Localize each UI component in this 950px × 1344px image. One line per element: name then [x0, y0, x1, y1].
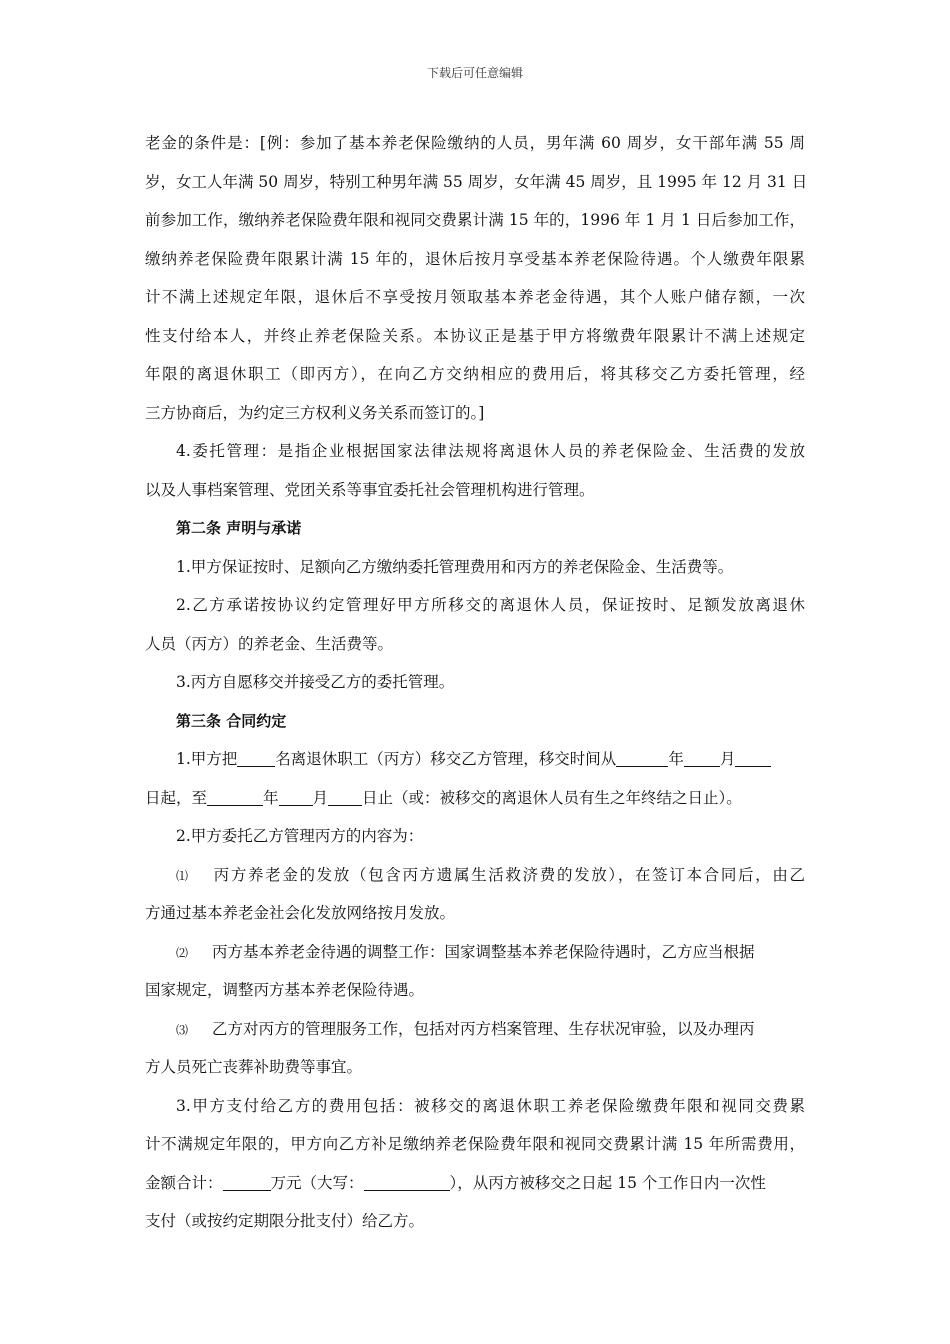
fill-in-blank[interactable] — [616, 748, 668, 767]
paragraph-line: 计不满规定年限的，甲方向乙方补足缴纳养老保险费年限和视同交费累计满 15 年所需费用， — [145, 1135, 805, 1153]
text-run: 月 — [719, 750, 736, 768]
text-run: 年 — [668, 750, 684, 768]
text-run: 日止（或：被移交的离退休人员有生之年终结之日止）。 — [362, 788, 742, 807]
paragraph-line: 3.甲方支付给乙方的费用包括：被移交的离退休职工养老保险缴费年限和视同交费累 — [176, 1096, 805, 1115]
fill-in-blank[interactable] — [237, 748, 275, 767]
text-run: 日起，至 — [145, 788, 208, 807]
paragraph-line — [145, 740, 805, 779]
section-heading: 第二条 声明与承诺 — [176, 519, 302, 537]
paragraph-line: 前参加工作，缴纳养老保险费年限和视同交费累计满 15 年的，1996 年 1 月 1 日后参加工作， — [145, 211, 805, 229]
paragraph-line: 人员（丙方）的养老金、生活费等。 — [145, 634, 394, 653]
paragraph-line: 1.甲方保证按时、足额向乙方缴纳委托管理费用和丙方的养老保险金、生活费等。 — [176, 557, 734, 576]
paragraph-line — [145, 933, 805, 972]
paragraph-line: 4.委托管理：是指企业根据国家法律法规将离退休人员的养老保险金、生活费的发放 — [176, 442, 805, 460]
text-run: 名离退休职工（丙方）移交乙方管理，移交时间从 — [275, 750, 617, 768]
item-number: ⑶ — [176, 1022, 189, 1037]
fill-in-blank[interactable] — [735, 748, 771, 767]
page-header: 下载后可任意编辑 — [426, 66, 523, 80]
text-run: 乙方对丙方的管理服务工作，包括对丙方档案管理、生存状况审验，以及办理丙 — [212, 1019, 755, 1038]
paragraph-line: 国家规定，调整丙方基本养老保险待遇。 — [145, 981, 425, 999]
text-run: ），从丙方被移交之日起 15 个工作日内一次性 — [449, 1173, 766, 1192]
paragraph-line — [145, 1010, 805, 1049]
paragraph-line: 3.丙方自愿移交并接受乙方的委托管理。 — [176, 673, 455, 691]
fill-in-blank[interactable] — [684, 748, 720, 767]
text-run: 丙方养老金的发放（包含丙方遗属生活救济费的发放），在签订本合同后，由乙 — [212, 865, 805, 884]
paragraph-line: 年限的离退休职工（即丙方），在向乙方交纳相应的费用后，将其移交乙方委托管理，经 — [145, 365, 805, 383]
paragraph-line: 方通过基本养老金社会化发放网络按月发放。 — [145, 904, 456, 922]
paragraph-line: 岁，女工人年满 50 周岁，特别工种男年满 55 周岁，女年满 45 周岁，且 1995 年 12 月 31 日 — [145, 172, 808, 191]
paragraph-line: 支付（或按约定期限分批支付）给乙方。 — [145, 1212, 425, 1230]
section-heading: 第三条 合同约定 — [176, 711, 287, 730]
fill-in-blank[interactable] — [207, 787, 263, 806]
paragraph-line: 以及人事档案管理、党团关系等事宜委托社会管理机构进行管理。 — [145, 480, 595, 499]
paragraph-line — [145, 1164, 805, 1203]
paragraph-line: 三方协商后，为约定三方权利义务关系而签订的。] — [145, 403, 485, 422]
text-run: 年 — [263, 788, 279, 807]
text-run: 月 — [312, 788, 329, 807]
text-run: 万元（大写： — [270, 1173, 364, 1192]
item-number: ⑵ — [176, 945, 189, 960]
fill-in-blank[interactable] — [328, 787, 362, 806]
paragraph-line: 2.乙方承诺按协议约定管理好甲方所移交的离退休人员，保证按时、足额发放离退休 — [176, 596, 805, 614]
paragraph-line: 缴纳养老保险费年限累计满 15 年的，退休后按月享受基本养老保险待遇。个人缴费年限累 — [145, 249, 805, 268]
text-run: 1.甲方把 — [176, 750, 238, 768]
fill-in-blank[interactable] — [364, 1172, 450, 1191]
paragraph-line: 2.甲方委托乙方管理丙方的内容为： — [176, 827, 424, 845]
paragraph-line: 计不满上述规定年限，退休后不享受按月领取基本养老金待遇，其个人账户储存额，一次 — [145, 288, 805, 306]
item-number: ⑴ — [176, 868, 189, 883]
fill-in-blank[interactable] — [279, 787, 313, 806]
paragraph-line — [145, 779, 805, 818]
fill-in-blank[interactable] — [223, 1172, 271, 1191]
paragraph-line: 方人员死亡丧葬补助费等事宜。 — [145, 1058, 363, 1076]
document-body — [145, 124, 808, 1241]
paragraph-line — [145, 856, 805, 895]
paragraph-line: 老金的条件是：[例：参加了基本养老保险缴纳的人员，男年满 60 周岁，女干部年满 55 周 — [145, 134, 805, 152]
text-run: 金额合计： — [145, 1173, 223, 1192]
paragraph-line: 性支付给本人，并终止养老保险关系。本协议正是基于甲方将缴费年限累计不满上述规定 — [145, 326, 805, 345]
text-run: 丙方基本养老金待遇的调整工作：国家调整基本养老保险待遇时，乙方应当根据 — [212, 942, 755, 961]
